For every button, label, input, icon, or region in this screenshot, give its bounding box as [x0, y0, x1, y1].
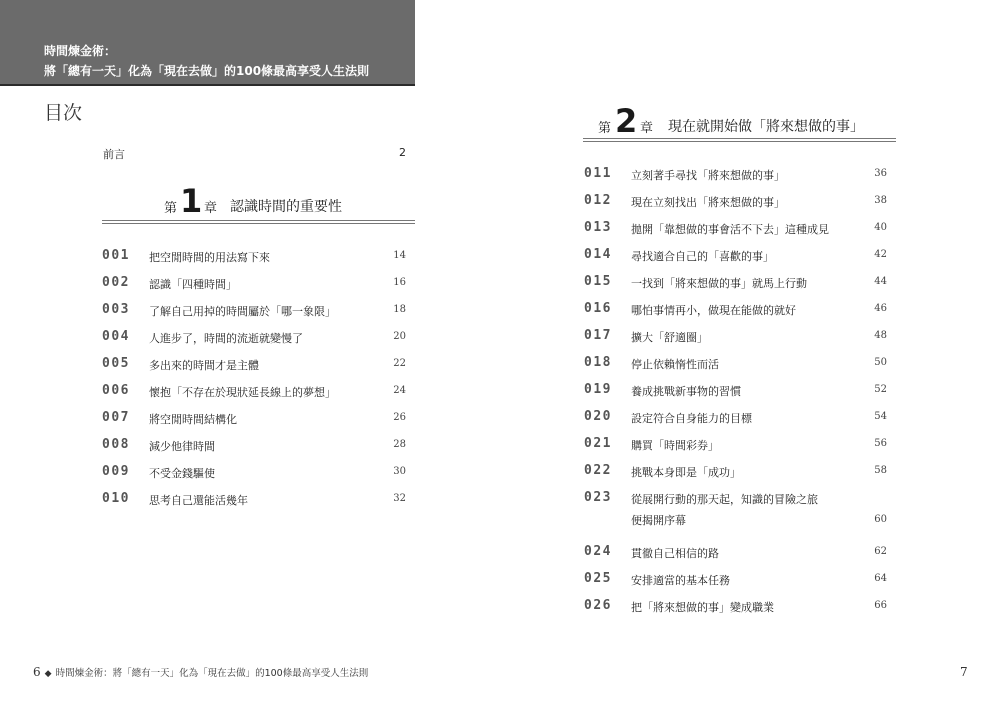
toc-entry[interactable]	[584, 571, 887, 591]
entry-number: 018	[584, 355, 612, 370]
right-page-number: 7	[960, 665, 968, 679]
entry-title: 哪怕事情再小，做現在能做的就好	[631, 304, 796, 317]
entry-number: 015	[584, 274, 612, 289]
toc-entry[interactable]	[102, 437, 406, 457]
entry-number: 002	[102, 275, 130, 290]
entry-number: 013	[584, 220, 612, 235]
chapter-suffix: 章	[640, 121, 654, 136]
entry-title: 從展開行動的那天起，知識的冒險之旅	[631, 493, 818, 506]
chapter-2-rule	[583, 138, 896, 142]
entry-title: 設定符合自身能力的目標	[631, 412, 752, 425]
entry-title: 貫徹自己相信的路	[631, 547, 719, 560]
chapter-1-heading	[164, 176, 414, 220]
entry-number: 021	[584, 436, 612, 451]
entry-number: 025	[584, 571, 612, 586]
entry-number: 017	[584, 328, 612, 343]
toc-entry[interactable]	[102, 410, 406, 430]
preface-label: 前言	[103, 148, 125, 161]
entry-number: 007	[102, 410, 130, 425]
entry-page: 48	[874, 330, 887, 341]
entry-page: 60	[874, 514, 887, 525]
toc-entry[interactable]	[584, 544, 887, 564]
toc-entry[interactable]	[584, 301, 887, 321]
chapter-2-heading	[598, 96, 898, 140]
entry-page: 30	[393, 466, 406, 477]
entry-page: 64	[874, 573, 887, 584]
entry-page: 58	[874, 465, 887, 476]
entry-number: 023	[584, 490, 612, 505]
entry-title: 購買「時間彩券」	[631, 439, 719, 452]
entry-page: 42	[874, 249, 887, 260]
entry-title: 安排適當的基本任務	[631, 574, 730, 587]
toc-entry[interactable]	[584, 220, 887, 240]
entry-title: 懷抱「不存在於現狀延長線上的夢想」	[149, 386, 336, 399]
entry-title: 不受金錢驅使	[149, 467, 215, 480]
entry-page: 32	[393, 493, 406, 504]
entry-page: 46	[874, 303, 887, 314]
toc-entry[interactable]	[584, 409, 887, 429]
entry-page: 54	[874, 411, 887, 422]
left-footer	[33, 665, 368, 679]
entry-number: 024	[584, 544, 612, 559]
preface-entry[interactable]	[103, 146, 406, 162]
entry-title: 了解自己用掉的時間屬於「哪一象限」	[149, 305, 336, 318]
entry-title: 養成挑戰新事物的習慣	[631, 385, 741, 398]
toc-entry[interactable]	[102, 329, 406, 349]
toc-entry[interactable]	[584, 436, 887, 456]
entry-title: 將空閒時間結構化	[149, 413, 237, 426]
left-page-number: 6	[33, 665, 41, 679]
entry-title: 認識「四種時間」	[149, 278, 237, 291]
entry-page: 52	[874, 384, 887, 395]
toc-entry[interactable]	[584, 382, 887, 402]
entry-title: 人進步了，時間的流逝就變慢了	[149, 332, 303, 345]
toc-entry[interactable]	[102, 275, 406, 295]
entry-page: 38	[874, 195, 887, 206]
toc-entry[interactable]	[102, 356, 406, 376]
entry-number: 008	[102, 437, 130, 452]
entry-page: 20	[393, 331, 406, 342]
entry-title: 減少他律時間	[149, 440, 215, 453]
entry-page: 18	[393, 304, 406, 315]
entry-page: 44	[874, 276, 887, 287]
entry-page: 26	[393, 412, 406, 423]
chapter-prefix: 第	[164, 201, 178, 216]
diamond-icon: ◆	[44, 669, 52, 679]
entry-number: 006	[102, 383, 130, 398]
entry-page: 28	[393, 439, 406, 450]
preface-page: 2	[399, 146, 406, 159]
entry-number: 022	[584, 463, 612, 478]
toc-entry[interactable]	[102, 248, 406, 268]
toc-entry[interactable]	[584, 166, 887, 186]
header-divider	[0, 84, 415, 86]
entry-title: 尋找適合自己的「喜歡的事」	[631, 250, 774, 263]
toc-entry[interactable]	[584, 193, 887, 213]
entry-title: 立刻著手尋找「將來想做的事」	[631, 169, 785, 182]
entry-title: 把空閒時間的用法寫下來	[149, 251, 270, 264]
toc-entry[interactable]	[102, 302, 406, 322]
toc-heading: 目次	[44, 102, 83, 124]
entry-title: 把「將來想做的事」變成職業	[631, 601, 774, 614]
entry-number: 016	[584, 301, 612, 316]
toc-entry[interactable]	[584, 247, 887, 267]
entry-number: 020	[584, 409, 612, 424]
toc-entry[interactable]	[584, 328, 887, 348]
entry-number: 019	[584, 382, 612, 397]
entry-number: 004	[102, 329, 130, 344]
entry-page: 14	[393, 250, 406, 261]
entry-title: 挑戰本身即是「成功」	[631, 466, 741, 479]
entry-number: 014	[584, 247, 612, 262]
entry-number: 009	[102, 464, 130, 479]
entry-title: 停止依賴惰性而活	[631, 358, 719, 371]
toc-entry[interactable]	[102, 383, 406, 403]
book-title: 時間煉金術：	[44, 44, 117, 58]
entry-page: 62	[874, 546, 887, 557]
chapter-title: 現在就開始做「將來想做的事」	[668, 119, 864, 135]
toc-entry[interactable]	[102, 491, 406, 511]
entry-title: 多出來的時間才是主體	[149, 359, 259, 372]
entry-page: 56	[874, 438, 887, 449]
entry-page: 24	[393, 385, 406, 396]
entry-page: 16	[393, 277, 406, 288]
entry-page: 22	[393, 358, 406, 369]
entry-number: 003	[102, 302, 130, 317]
toc-entry[interactable]	[584, 355, 887, 375]
entry-title: 思考自己還能活幾年	[149, 494, 248, 507]
toc-entry[interactable]	[102, 464, 406, 484]
entry-page: 40	[874, 222, 887, 233]
running-header-band	[0, 0, 415, 84]
toc-entry[interactable]	[584, 274, 887, 294]
entry-number: 010	[102, 491, 130, 506]
entry-number: 001	[102, 248, 130, 263]
entry-title: 擴大「舒適圈」	[631, 331, 708, 344]
entry-number: 005	[102, 356, 130, 371]
entry-page: 36	[874, 168, 887, 179]
entry-page: 50	[874, 357, 887, 368]
entry-number: 011	[584, 166, 612, 181]
entry-number: 026	[584, 598, 612, 613]
toc-entry[interactable]	[584, 490, 887, 534]
entry-number: 012	[584, 193, 612, 208]
toc-entry[interactable]	[584, 463, 887, 483]
toc-entry[interactable]	[584, 598, 887, 618]
book-subtitle: 將「總有一天」化為「現在去做」的100條最高享受人生法則	[44, 64, 370, 78]
entry-title: 現在立刻找出「將來想做的事」	[631, 196, 785, 209]
entry-title: 一找到「將來想做的事」就馬上行動	[631, 277, 807, 290]
chapter-title: 認識時間的重要性	[230, 199, 342, 215]
chapter-1-rule	[102, 220, 415, 224]
entry-title: 拋開「靠想做的事會活不下去」這種成見	[631, 223, 829, 236]
footer-book-title: 時間煉金術：將「總有一天」化為「現在去做」的100條最高享受人生法則	[55, 668, 369, 679]
chapter-number: 2	[615, 102, 638, 140]
chapter-number: 1	[180, 182, 203, 220]
entry-page: 66	[874, 600, 887, 611]
chapter-prefix: 第	[598, 121, 612, 136]
entry-title-continued: 便揭開序幕	[631, 514, 686, 527]
chapter-suffix: 章	[204, 201, 218, 216]
